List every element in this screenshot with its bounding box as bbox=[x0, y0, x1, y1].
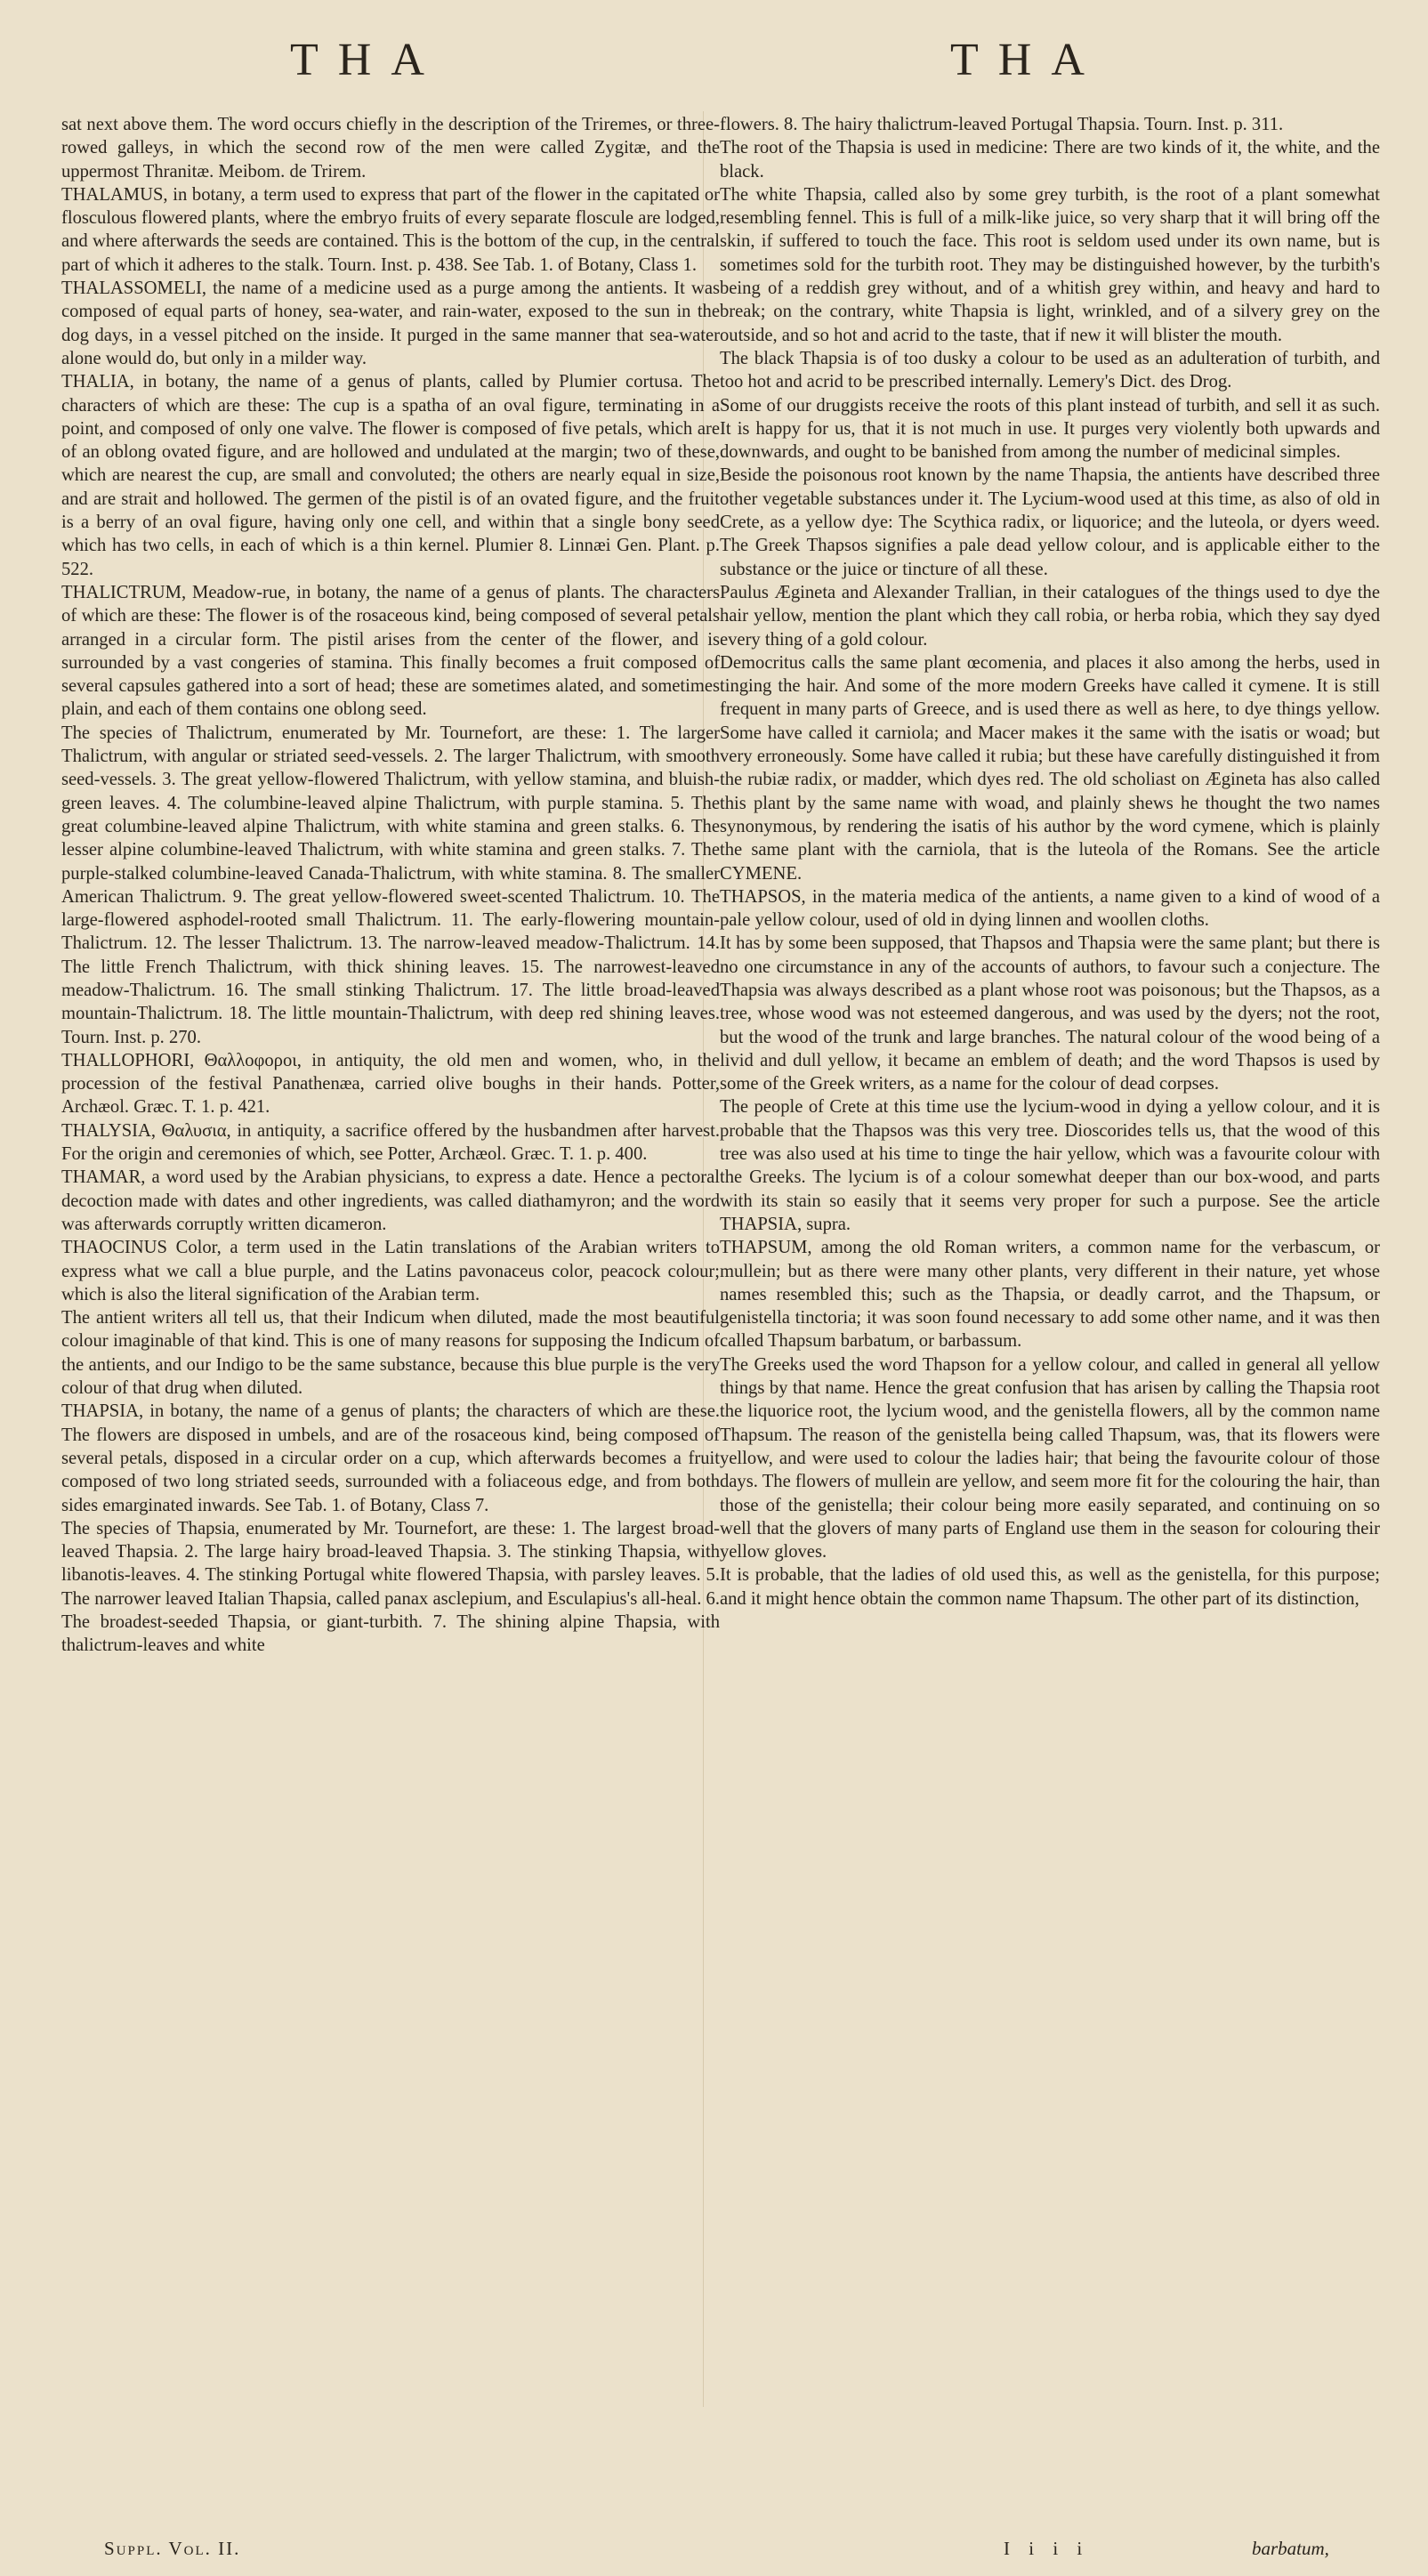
entry-thaocinus: THAOCINUS Color, a term used in the Latin translations of the Arabian writers to express what we call a blue purple, and the Latins pavonaceus color, peacock colour; which is also the literal signification of the Arabian term. bbox=[61, 1238, 720, 1304]
paragraph: The species of Thalictrum, enumerated by Mr. Tournefort, are these: 1. The larger Thalictrum, with angular or striated seed-vessels. 2. The larger Thalictrum, with smooth seed-vessels. 3. The great yellow-flowered Thalictrum, with yellow stamina, and bluish-green leaves. 4. The columbine-leaved alpine Thalictrum, with purple stamina. 5. The great columbine-leaved alpine Thalictrum, with white stamina and green stalks. 6. The lesser alpine columbine-leaved Thalictrum, with white stamina and green stalks. 7. The purple-stalked columbine-leaved Canada-Thalictrum, with white stamina. 8. The smaller American Thalictrum. 9. The great yellow-flowered sweet-scented Thalictrum. 10. The large-flowered asphodel-rooted small Thalictrum. 11. The early-flowering mountain-Thalictrum. 12. The lesser Thalictrum. 13. The narrow-leaved meadow-Thalictrum. 14. The little French Thalictrum, with thick shining leaves. 15. The narrowest-leaved meadow-Thalictrum. 16. The small stinking Thalictrum. 17. The little broad-leaved mountain-Thalictrum. 18. The little mountain-Thalictrum, with deep red shining leaves. Tourn. Inst. p. 270. bbox=[61, 723, 720, 1047]
entry-thallophori: THALLOPHORI, Θαλλοφοροι, in antiquity, the old men and women, who, in the procession of the festival Panathenæa, carried olive boughs in their hands. Potter, Archæol. Græc. T. 1. p. 421. bbox=[61, 1050, 720, 1118]
paragraph: Paulus Ægineta and Alexander Trallian, in their catalogues of the things used to dye the hair yellow, mention the plant which they call robia, or herba robia, which they say dyed every thing of a gold colour. bbox=[720, 582, 1380, 650]
paragraph: It has by some been supposed, that Thapsos and Thapsia were the same plant; but there is no one circumstance in any of the accounts of authors, to favour such a conjecture. The Thapsia was always described as a plant whose root was poisonous; but the Thapsos, as a tree, whose wood was not esteemed dangerous, and was used by the dyers; not the root, but the wood of the trunk and large branches. The natural colour of the wood being of a livid and dull yellow, it became an emblem of death; and the word Thapsos is used by some of the Greek writers, as a name for the colour of dead corpses. bbox=[720, 933, 1380, 1094]
entry-thalysia: THALYSIA, Θαλυσια, in antiquity, a sacrifice offered by the husbandmen after harvest. For the origin and ceremonies of which, see Potter, Archæol. Græc. T. 1. p. 400. bbox=[61, 1120, 720, 1165]
paragraph: Some of our druggists receive the roots of this plant instead of turbith, and sell it as such. It is happy for us, that it is not much in use. It purges very violently both upwards and downwards, and ought to be banished from among the number of medicinal simples. bbox=[720, 395, 1380, 463]
paragraph: sat next above them. The word occurs chiefly in the description of the Triremes, or three-rowed galleys, in which the second row of the men were called Zygitæ, and the uppermost Thranitæ. Meibom. de Trirem. bbox=[61, 115, 720, 182]
left-column bbox=[61, 113, 720, 1658]
running-head-right: THA bbox=[950, 35, 1104, 85]
paragraph: It is probable, that the ladies of old used this, as well as the genistella, for this purpose; and it might hence obtain the common name Thapsum. The other part of its distinction, bbox=[720, 1565, 1380, 1609]
entry-thalassomeli: THALASSOMELI, the name of a medicine used as a purge among the antients. It was composed of equal parts of honey, sea-water, and rain-water, exposed to the sun in the dog days, in a vessel pitched on the inside. It purged in the same manner that sea-water alone would do, but only in a milder way. bbox=[61, 279, 720, 368]
entry-thapsos: THAPSOS, in the materia medica of the antients, a name given to a kind of wood of a pale yellow colour, used of old in dying linnen and woollen cloths. bbox=[720, 886, 1380, 931]
entry-thapsum: THAPSUM, among the old Roman writers, a common name for the verbascum, or mullein; but as there were many other plants, very different in their nature, yet whose names resembled this; such as the Thapsia, or deadly carrot, and the Thapsum, or genistella tinctoria; it was soon found necessary to add some other name, and it was then called Thapsum barbatum, or barbassum. bbox=[720, 1238, 1380, 1352]
paragraph: The species of Thapsia, enumerated by Mr. Tournefort, are these: 1. The largest broad-leaved Thapsia. 2. The large hairy broad-leaved Thapsia. 3. The stinking Thapsia, with libanotis-leaves. 4. The stinking Portugal white flowered Thapsia, with parsley leaves. 5. The narrower leaved Italian Thapsia, called panax asclepium, and Esculapius's all-heal. 6. The broadest-seeded Thapsia, or giant-turbith. 7. The shining alpine Thapsia, with thalictrum-leaves and white bbox=[61, 1518, 720, 1656]
paragraph: The antient writers all tell us, that their Indicum when diluted, made the most beautiful colour imaginable of that kind. This is one of many reasons for supposing the Indicum of the antients, and our Indigo to be the same substance, because this blue purple is the very colour of that drug when diluted. bbox=[61, 1308, 720, 1399]
paragraph: The Greeks used the word Thapson for a yellow colour, and called in general all yellow things by that name. Hence the great confusion that has arisen by calling the Thapsia root the liquorice root, the lycium wood, and the genistella flowers, all by the common name Thapsum. The reason of the genistella being called Thapsum, was, that its flowers were yellow, and were used to colour the ladies hair; that being the favourite colour of those days. The flowers of mullein are yellow, and seem more fit for the colouring the hair, than those of the genistella; their colour being more easily separated, and continuing on so well that the glovers of many parts of England use them in the season for colouring their yellow gloves. bbox=[720, 1354, 1380, 1563]
paragraph: The black Thapsia is of too dusky a colour to be used as an adulteration of turbith, and too hot and acrid to be prescribed internally. Lemery's Dict. des Drog. bbox=[720, 348, 1380, 392]
entry-thalictrum: THALICTRUM, Meadow-rue, in botany, the name of a genus of plants. The characters of which are these: The flower is of the rosaceous kind, being composed of several petals arranged in a circular form. The pistil arises from the center of the flower, and is surrounded by a vast congeries of stamina. This finally becomes a fruit composed of several capsules gathered into a sort of head; these are sometimes alated, and sometimes plain, and each of them contains one oblong seed. bbox=[61, 582, 720, 720]
catchword: barbatum, bbox=[1252, 2538, 1329, 2559]
entry-thapsia: THAPSIA, in botany, the name of a genus of plants; the characters of which are these. The flowers are disposed in umbels, and are of the rosaceous kind, being composed of several petals, disposed in a circular order on a cup, which afterwards becomes a fruit composed of two long striated seeds, surrounded with a foliaceous edge, and from both sides emarginated inwards. See Tab. 1. of Botany, Class 7. bbox=[61, 1401, 720, 1515]
entry-thalamus: THALAMUS, in botany, a term used to express that part of the flower in the capitated or flosculous flowered plants, where the embryo fruits of every separate floscule are lodged, and where afterwards the seeds are contained. This is the bottom of the cup, in the central part of which it adheres to the stalk. Tourn. Inst. p. 438. See Tab. 1. of Botany, Class 1. bbox=[61, 184, 720, 275]
paragraph: Beside the poisonous root known by the name Thapsia, the antients have described three other vegetable substances under it. The Lycium-wood used at this time, as also of old in Crete, as a yellow dye: The Scythica radix, or liquorice; and the luteola, or dyers weed. The Greek Thapsos signifies a pale dead yellow colour, and is applicable either to the substance or the juice or tincture of all these. bbox=[720, 465, 1380, 579]
entry-thamar: THAMAR, a word used by the Arabian physicians, to express a date. Hence a pectoral decoction made with dates and other ingredients, was called diathamyron; and the word was afterwards corruptly written dicameron. bbox=[61, 1167, 720, 1234]
paragraph: The root of the Thapsia is used in medicine: There are two kinds of it, the white, and the black. bbox=[720, 138, 1380, 182]
running-head-left: THA bbox=[290, 35, 444, 85]
volume-footer: Suppl. Vol. II. bbox=[104, 2538, 241, 2559]
paragraph: The people of Crete at this time use the lycium-wood in dying a yellow colour, and it is probable that the Thapsos was this very tree. Dioscorides tells us, that the wood of this tree was also used at his time to tinge the hair yellow, which was a favourite colour with the Greeks. The lycium is of a colour somewhat deeper than our box-wood, and parts with its stain so easily that it seems very proper for such a purpose. See the article THAPSIA, supra. bbox=[720, 1097, 1380, 1234]
entry-thalia: THALIA, in botany, the name of a genus of plants, called by Plumier cortusa. The characters of which are these: The cup is a spatha of an oval figure, terminating in a point, and composed of only one valve. The flower is composed of five petals, which are of an oblong ovated figure, and are hollowed and undulated at the margin; two of these, which are nearest the cup, are small and convoluted; the others are nearly equal in size, and are strait and hollowed. The germen of the pistil is of an ovated figure, and the fruit is a berry of an oval figure, having only one cell, and within that a single bony seed which has two cells, in each of which is a thin kernel. Plumier 8. Linnæi Gen. Plant. p. 522. bbox=[61, 372, 720, 579]
paragraph: Democritus calls the same plant œcomenia, and places it also among the herbs, used in tinging the hair. And some of the more modern Greeks have called it cymene. It is still frequent in many parts of Greece, and is used there as well as here, to dye things yellow. Some have called it carniola; and Macer makes it the same with the isatis or woad; but very erroneously. Some have called it rubia; but these have carefully distinguished it from the rubiæ radix, or madder, which dyes red. The old scholiast on Ægineta has also called this plant by the same name with woad, and plainly shews he thought the two names synonymous, by rendering the isatis of his author by the word cymene, which is plainly the same plant with the carniola, that is the luteola of the Romans. See the article CYMENE. bbox=[720, 652, 1380, 884]
right-column bbox=[720, 113, 1380, 1611]
signature-mark: I i i i bbox=[1004, 2538, 1090, 2559]
paragraph: flowers. 8. The hairy thalictrum-leaved Portugal Thapsia. Tourn. Inst. p. 311. bbox=[720, 115, 1284, 134]
paragraph: The white Thapsia, called also by some grey turbith, is the root of a plant somewhat resembling fennel. This is full of a milk-like juice, so very sharp that it will bring off the skin, if suffered to touch the face. This root is seldom used under its own name, but is sometimes sold for the turbith root. They may be distinguished however, by the turbith's being of a reddish grey without, and of a whitish grey within, and heavy and hard to break; on the contrary, white Thapsia is light, wrinkled, and of a silvery grey on the outside, and so hot and acrid to the taste, that if new it will blister the mouth. bbox=[720, 184, 1380, 345]
